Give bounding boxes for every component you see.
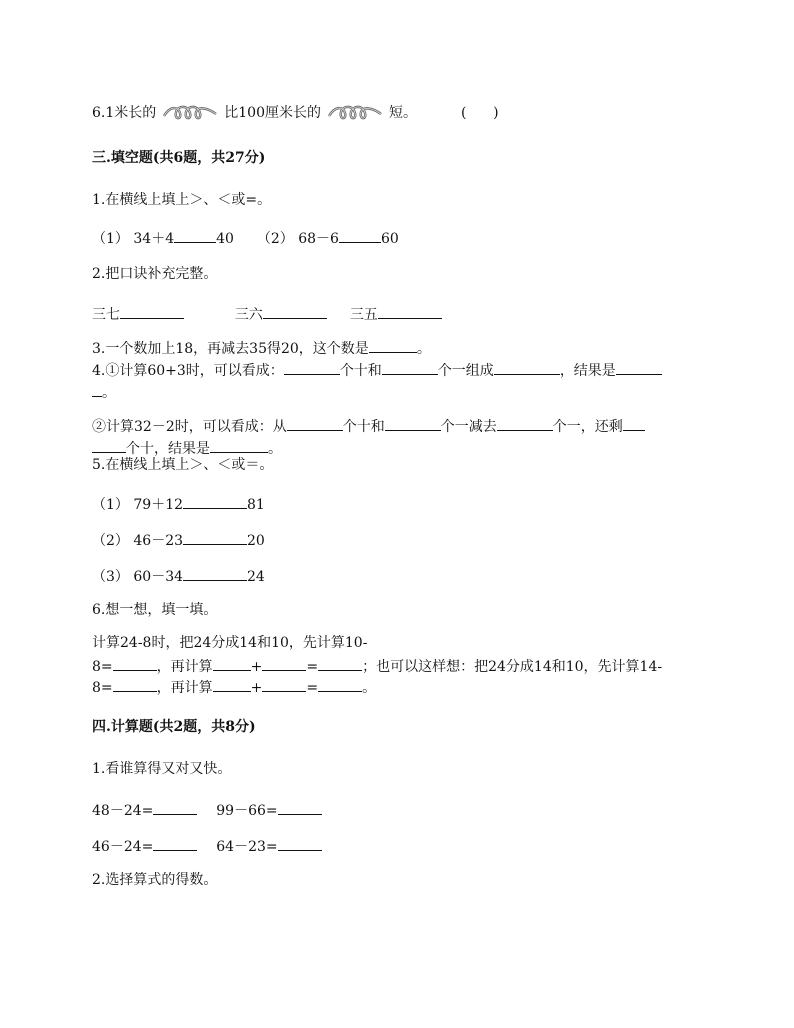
answer-blank[interactable] — [284, 360, 340, 375]
s3-q5-row — [92, 566, 265, 586]
s3-q5-row — [92, 494, 265, 514]
s3-q6-line2 — [92, 656, 662, 676]
answer-blank[interactable] — [113, 656, 157, 671]
q4-text: 个十和 — [342, 419, 385, 435]
answer-blank[interactable] — [210, 438, 268, 453]
q6-text: ；也可以这样想：把24分成14和10，先计算14- — [362, 659, 663, 675]
q4-text: ②计算32－2时，可以看成：从 — [92, 419, 287, 435]
q5-label: （1） — [92, 497, 129, 513]
q1-a-label: （1） — [92, 231, 129, 247]
answer-blank[interactable] — [318, 677, 362, 692]
answer-blank[interactable] — [278, 836, 322, 851]
section-3-title: 三.填空题(共6题，共27分) — [92, 150, 266, 166]
rhyme-item: 三七 — [92, 307, 120, 323]
q5-expr: 79＋12 — [133, 497, 184, 513]
q4-text: 个十，结果是 — [126, 441, 210, 457]
answer-blank[interactable] — [153, 800, 197, 815]
q4-text: 个一，还剩 — [552, 419, 623, 435]
plus-sign: + — [250, 659, 263, 675]
answer-blank[interactable] — [183, 494, 247, 509]
answer-blank[interactable] — [339, 228, 381, 243]
s3-q6-line3 — [92, 677, 376, 697]
question-6-rope-compare — [92, 104, 499, 122]
answer-blank[interactable] — [494, 360, 560, 375]
answer-blank[interactable] — [153, 836, 197, 851]
q1-a-val: 40 — [216, 231, 234, 247]
answer-blank[interactable] — [120, 304, 184, 319]
q1-b-val: 60 — [380, 231, 399, 247]
calc-expr: 48－24= — [92, 803, 154, 819]
q4-text: ，结果是 — [559, 363, 616, 379]
answer-blank[interactable] — [262, 677, 306, 692]
q4-text: 个十和 — [339, 363, 382, 379]
q4-text: 4.①计算60+3时，可以看成： — [92, 363, 284, 379]
q5-expr: 46－23 — [133, 533, 184, 549]
answer-blank[interactable] — [262, 656, 306, 671]
s3-q4-line1 — [92, 360, 662, 380]
q6-text: 8= — [92, 680, 113, 696]
q5-expr: 60－34 — [133, 569, 184, 585]
s3-q6-line1: 计算24-8时，把24分成14和10，先计算10- — [92, 635, 368, 651]
s4-q1-title: 1.看谁算得又对又快。 — [92, 761, 232, 777]
answer-blank[interactable] — [174, 228, 216, 243]
answer-blank[interactable] — [213, 677, 251, 692]
s4-q2-title: 2.选择算式的得数。 — [92, 872, 218, 888]
answer-blank[interactable] — [113, 677, 157, 692]
answer-blank[interactable] — [378, 304, 442, 319]
s3-q4-line3 — [92, 416, 645, 436]
calc-expr: 99－66= — [216, 803, 278, 819]
answer-blank[interactable] — [278, 800, 322, 815]
s3-q1-title: 1.在横线上填上＞、＜或=。 — [92, 192, 272, 208]
q6-text: 。 — [362, 680, 377, 696]
answer-blank[interactable] — [497, 416, 553, 431]
q4-text: 个一组成 — [437, 363, 494, 379]
s3-q4-line2 — [92, 382, 116, 402]
answer-blank[interactable] — [369, 338, 417, 353]
plus-sign: + — [250, 680, 263, 696]
s3-q2-title: 2.把口诀补充完整。 — [92, 266, 218, 282]
q6-text: ，再计算 — [156, 680, 213, 696]
equals-sign: = — [306, 680, 319, 696]
rhyme-item: 三六 — [234, 307, 263, 323]
answer-blank[interactable] — [183, 566, 247, 581]
q5-label: （2） — [92, 533, 129, 549]
s3-q5-row — [92, 530, 265, 550]
q4-text: 。 — [268, 441, 282, 457]
rope-icon — [327, 104, 383, 122]
s3-q4-line4 — [92, 438, 282, 458]
q1-b-expr: 68－6 — [298, 231, 339, 247]
s3-q1-items — [92, 228, 399, 248]
s3-q2-items — [92, 304, 442, 324]
s4-q1-row1 — [92, 800, 322, 820]
s3-q5-title: 5.在横线上填上＞、＜或＝。 — [92, 457, 274, 473]
answer-blank[interactable] — [385, 416, 441, 431]
answer-blank[interactable] — [382, 360, 438, 375]
answer-paren: ( ) — [461, 105, 499, 121]
answer-blank[interactable] — [92, 438, 126, 453]
q6-text: 8= — [92, 659, 113, 675]
s3-q6-title: 6.想一想，填一填。 — [92, 602, 218, 618]
q6-text-2: 比100厘米长的 — [224, 105, 321, 121]
q3-text: 3.一个数加上18，再减去35得20，这个数是 — [92, 341, 369, 357]
answer-blank[interactable] — [318, 656, 362, 671]
q5-label: （3） — [92, 569, 129, 585]
s3-q3 — [92, 338, 431, 358]
rope-icon — [162, 104, 218, 122]
s4-q1-row2 — [92, 836, 322, 856]
section-4-title: 四.计算题(共2题，共8分) — [92, 719, 256, 735]
q4-text: 。 — [102, 385, 116, 401]
answer-blank[interactable] — [213, 656, 251, 671]
q5-val: 20 — [247, 533, 265, 549]
q3-end: 。 — [416, 341, 431, 357]
q4-text: 个一减去 — [440, 419, 497, 435]
rhyme-item: 三五 — [349, 307, 378, 323]
answer-blank[interactable] — [287, 416, 343, 431]
answer-blank[interactable] — [263, 304, 327, 319]
q6-text: ，再计算 — [156, 659, 213, 675]
q5-val: 81 — [247, 497, 265, 513]
q5-val: 24 — [247, 569, 265, 585]
q6-text-1: 6.1米长的 — [92, 105, 157, 121]
q6-text-3: 短。 — [389, 105, 417, 121]
calc-expr: 64－23= — [216, 839, 278, 855]
answer-blank[interactable] — [623, 416, 645, 431]
answer-blank[interactable] — [183, 530, 247, 545]
q1-b-label: （2） — [256, 231, 294, 247]
answer-blank[interactable] — [92, 382, 102, 397]
q1-a-expr: 34＋4 — [133, 231, 175, 247]
equals-sign: = — [306, 659, 319, 675]
calc-expr: 46－24= — [92, 839, 154, 855]
answer-blank[interactable] — [616, 360, 662, 375]
